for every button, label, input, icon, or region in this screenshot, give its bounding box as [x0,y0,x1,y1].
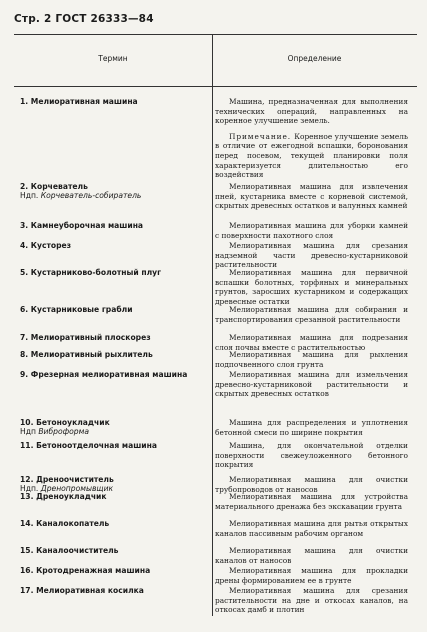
definition-cell [215,182,408,211]
term-text: 16. Кротодренажная машина [20,566,151,575]
term-cell [20,519,195,528]
term-text: 2. Корчеватель [20,182,88,191]
term-cell [20,268,195,277]
table-top-border [14,34,417,35]
column-divider [212,34,213,616]
term-text: 14. Каналокопатель [20,519,110,528]
definition-text: Мелиоративная машина для устройства материального дренажа без экскавации грунта [215,492,408,511]
definition-cell [215,221,408,240]
term-text: 12. Дреноочиститель [20,475,114,484]
definition-text: Мелиоративная машина для подрезания слоя почвы вместе с растительностью [215,333,408,352]
definition-text: Мелиоративная машина для очистки трубопроводов от наносов [215,475,408,494]
definition-text: Мелиоративная машина для собирания и транспортирования срезанной растительности [215,305,408,324]
term-cell [20,370,195,379]
definition-text: Мелиоративная машина для срезания надземной части древесно-кустарниковой растительности [215,241,408,270]
definition-text: Машина, предназначенная для выполнения технических операций, направленных на коренное улучшение земель. [215,97,408,126]
term-text: 13. Дреноукладчик [20,492,107,501]
definition-text: Машина, для окончательной отделки поверхности свежеуложенного бетонного покрытия [215,441,408,470]
term-alias [20,191,195,200]
alias-prefix: Ндп. [20,484,41,493]
alias-prefix: Ндп. [20,191,41,200]
term-cell [20,182,195,200]
term-text: 1. Мелиоративная машина [20,97,138,106]
definition-text: Мелиоративная машина для рыхления подпочвенного слоя грунта [215,350,408,369]
term-text: 17. Мелиоративная косилка [20,586,144,595]
term-cell [20,305,195,314]
alias-text: Корчеватель-собиратель [40,191,142,200]
definition-cell [215,441,408,470]
definition-cell [215,97,408,180]
term-text: 3. Камнеуборочная машина [20,221,144,230]
definition-text: Мелиоративная машина для срезания растительности на дне и откосах каналов, на откосах дамб и плотин [215,586,408,615]
term-cell [20,97,195,106]
definition-text: Мелиоративная машина для очистки каналов от наносов [215,546,408,565]
term-text: 10. Бетоноукладчик [20,418,110,427]
term-cell [20,418,195,436]
definition-text: Мелиоративная машина для извлечения пней, кустарника вместе с корневой системой, скрытых древесных остатков и валунных камней [215,182,408,211]
term-cell [20,241,195,250]
definition-cell [215,241,408,270]
definition-cell [215,370,408,399]
definition-text: Мелиоративная машина для первичной вспашки болотных, торфяных и минеральных грунтов, заросших кустарником и содержащих древесные остатки [215,268,408,306]
definition-cell [215,492,408,511]
term-text: 9. Фрезерная мелиоративная машина [20,370,188,379]
term-text: 15. Каналоочиститель [20,546,119,555]
definition-text: Мелиоративная машина для уборки камней с поверхности пахотного слоя [215,221,408,240]
alias-text: Виброформа [38,427,89,436]
definition-cell [215,418,408,437]
term-text: 5. Кустарниково-болотный плуг [20,268,162,277]
term-text: 7. Мелиоративный плоскорез [20,333,151,342]
definition-text: Мелиоративная машина для прокладки дрены формированием ее в грунте [215,566,408,585]
column-header-definition: Определение [287,54,342,63]
alias-text: Дренопромывщик [40,484,114,493]
alias-prefix: Ндп [20,427,39,436]
note-label: Примечание. [229,131,295,141]
term-alias [20,427,195,436]
term-text: 6. Кустарниковые грабли [20,305,133,314]
table-header-border [14,86,417,87]
definition-cell [215,546,408,565]
term-cell [20,350,195,359]
definition-cell [215,305,408,324]
definition-cell [215,519,408,538]
definition-text: Мелиоративная машина для измельчения древесно-кустарниковой растительности и скрытых древесных остатков [215,370,408,399]
term-cell [20,221,195,230]
term-cell [20,492,195,501]
term-cell [20,546,195,555]
note-text: Коренное улучшение земель в отличие от ежегодной вспашки, боронования перед посевом, текущей планировки поля характеризуется длительностью его воздействия [215,131,408,180]
definition-cell [215,566,408,585]
column-header-term: Термин [98,54,128,63]
term-text: 4. Кусторез [20,241,72,250]
term-text: 11. Бетоноотделочная машина [20,441,157,450]
definition-cell [215,586,408,615]
definition-text: Машина для распределения и уплотнения бетонной смеси по ширине покрытия [215,418,408,437]
term-cell [20,475,195,493]
term-cell [20,333,195,342]
page-header: Стр. 2 ГОСТ 26333—84 [14,13,154,25]
term-cell [20,441,195,450]
term-cell [20,566,195,575]
term-text: 8. Мелиоративный рыхлитель [20,350,153,359]
definition-text: Мелиоративная машина для рытья открытых каналов пассивным рабочим органом [215,519,408,538]
definition-cell [215,268,408,306]
definition-cell [215,350,408,369]
term-cell [20,586,195,595]
